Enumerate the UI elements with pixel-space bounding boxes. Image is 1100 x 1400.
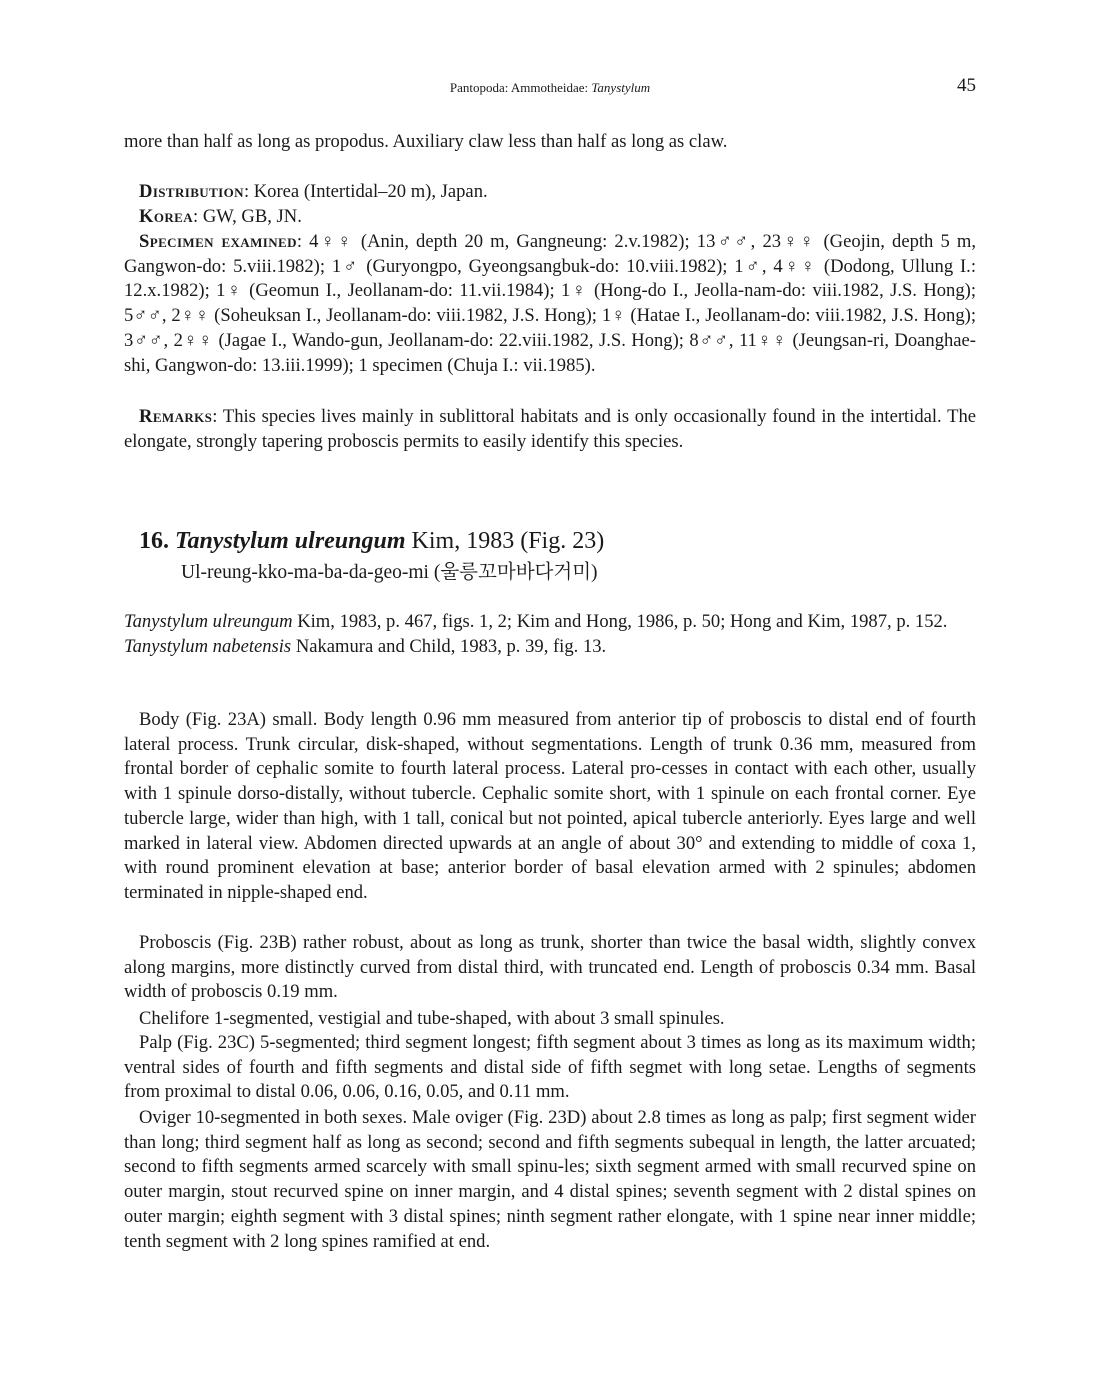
running-title-genus: Tanystylum (591, 80, 651, 95)
korean-name: Ul-reung-kko-ma-ba-da-geo-mi (울릉꼬마바다거미) (181, 562, 598, 583)
distribution-label: Distribution (139, 181, 244, 202)
remarks-paragraph (124, 405, 976, 454)
species-name: Tanystylum ulreungum (175, 528, 406, 554)
synonym-reference: Kim, 1983, p. 467, figs. 1, 2; Kim and Hong, 1986, p. 50; Hong and Kim, 1987, p. 152. (292, 611, 948, 632)
palp-description: Palp (Fig. 23C) 5-segmented; third segment longest; fifth segment about 3 times as long as its maximum width; ventral sides of fourth and fifth segments and distal side of fifth segmet with long setae. Lengths of segments from proximal to distal 0.06, 0.06, 0.16, 0.05, and 0.11 mm. (124, 1032, 976, 1103)
specimen-paragraph (124, 230, 976, 378)
remarks-label: Remarks (139, 406, 213, 427)
synonym-name: Tanystylum nabetensis (124, 635, 292, 657)
running-title (124, 80, 976, 96)
running-header (124, 75, 976, 98)
specimen-text: : 4♀♀ (Anin, depth 20 m, Gangneung: 2.v.1982); 13♂♂, 23♀♀ (Geojin, depth 5 m, Gangwon-do: 5.viii.1982); 1♂ (Guryongpo, Gyeongsangbuk-do: 10.viii.1982); 1♂, 4♀♀ (Dodong, Ullung I.: 12.x.1982); 1♀ (Geomun I., Jeollanam-do: 11.vii.1984); 1♀ (Hong-do I., Jeolla-nam-do: viii.1982, J.S. Hong); 5♂♂, 2♀♀ (Soheuksan I., Jeollanam-do: viii.1982, J.S. Hong); 1♀ (Hatae I., Jeollanam-do: viii.1982, J.S. Hong); 3♂♂, 2♀♀ (Jagae I., Wando-gun, Jeollanam-do: 22.viii.1982, J.S. Hong); 8♂♂, 11♀♀ (Jeungsan-ri, Doanghae-shi, Gangwon-do: 13.iii.1999); 1 specimen (Chuja I.: vii.1985). (124, 231, 976, 376)
species-author: Kim, 1983 (Fig. 23) (405, 528, 605, 554)
korea-paragraph (124, 205, 976, 230)
body-description: Body (Fig. 23A) small. Body length 0.96 mm measured from anterior tip of proboscis to distal end of fourth lateral process. Trunk circular, disk-shaped, without segmentations. Length of trunk 0.36 mm, measured from frontal border of cephalic somite to fourth lateral process. Lateral pro-cesses in contact with each other, usually with 1 spinule dorso-distally, without tubercle. Cephalic somite short, with 1 spinule on each frontal corner. Eye tubercle large, wider than high, with 1 tall, conical but not pointed, apical tubercle anteriorly. Eyes large and well marked in lateral view. Abdomen directed upwards at an angle of about 30° and extending to middle of coxa 1, with round prominent elevation at base; anterior border of basal elevation armed with 2 spinules; abdomen terminated in nipple-shaped end. (124, 709, 976, 903)
synonym-reference: Nakamura and Child, 1983, p. 39, fig. 13. (291, 635, 607, 657)
page-number: 45 (957, 75, 976, 96)
proboscis-description: Proboscis (Fig. 23B) rather robust, about as long as trunk, shorter than twice the basal width, slightly convex along margins, more distinctly curved from distal third, with truncated end. Length of proboscis 0.34 mm. Basal width of proboscis 0.19 mm. (124, 932, 976, 1003)
continued-text: more than half as long as propodus. Auxiliary claw less than half as long as claw. (124, 131, 728, 152)
oviger-description: Oviger 10-segmented in both sexes. Male oviger (Fig. 23D) about 2.8 times as long as palp; first segment wider than long; third segment half as long as second; second and fifth segments subequal in length, the latter arcuated; second to fifth segments armed scarcely with small spinu-les; sixth segment armed with small recurved spine on outer margin, stout recurved spine on inner margin, and 4 distal spines; seventh segment with 2 distal spines on outer margin; eighth segment with 3 distal spines; ninth segment rather elongate, with 1 spine near inner middle; tenth segment with 2 long spines ramified at end. (124, 1107, 976, 1252)
remarks-text: : This species lives mainly in sublittoral habitats and is only occasionally found in the intertidal. The elongate, strongly tapering proboscis permits to easily identify this species. (124, 406, 976, 452)
synonym-entry (124, 635, 976, 660)
species-heading (139, 526, 604, 556)
distribution-paragraph (124, 180, 976, 205)
species-number: 16. (139, 528, 169, 554)
specimen-label: Specimen examined (139, 231, 297, 252)
synonymy-list (124, 610, 976, 659)
korea-label: Korea (139, 206, 194, 227)
synonym-name: Tanystylum ulreungum (124, 611, 293, 632)
running-title-prefix: Pantopoda: Ammotheidae: (449, 80, 592, 95)
distribution-text: : Korea (Intertidal–20 m), Japan. (243, 181, 488, 202)
chelifore-description: Chelifore 1-segmented, vestigial and tube-shaped, with about 3 small spinules. (139, 1008, 725, 1029)
synonym-entry (124, 610, 976, 635)
korea-text: : GW, GB, JN. (193, 206, 302, 227)
